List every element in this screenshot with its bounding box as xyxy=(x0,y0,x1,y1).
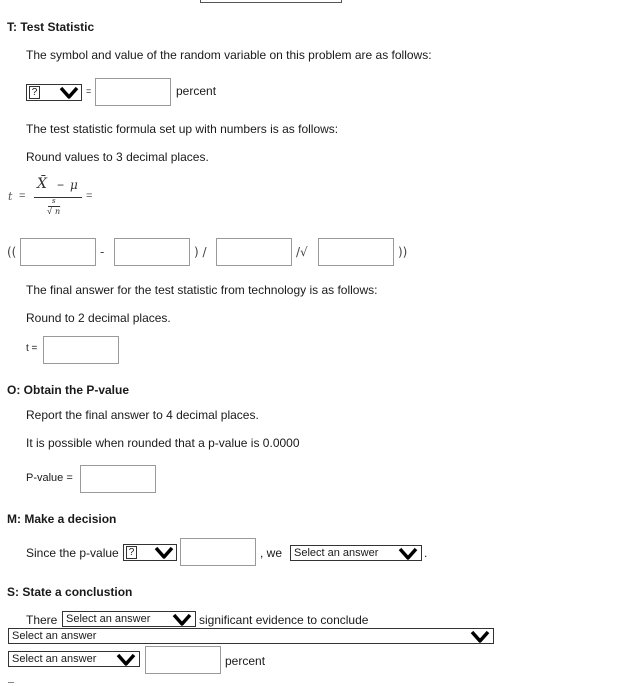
setup-open-parens: (( xyxy=(7,245,17,259)
chevron-down-icon xyxy=(398,547,418,560)
setup-divide-sqrt: /√ xyxy=(296,245,308,259)
top-clipped-dropdown[interactable] xyxy=(200,0,342,3)
we-text: , we xyxy=(260,546,283,560)
pvalue-zero-note: It is possible when rounded that a p-value is 0.0000 xyxy=(26,436,300,450)
m-section-heading: M: Make a decision xyxy=(7,512,117,526)
s-section-heading: S: State a conclustion xyxy=(7,585,133,599)
comparison-select-value: ? xyxy=(126,546,137,559)
formula-equals-right: = xyxy=(86,190,93,202)
symbol-select[interactable] xyxy=(26,84,82,101)
conclusion-select-value: Select an answer xyxy=(12,630,97,642)
bottom-clipped-edge xyxy=(8,682,14,683)
round-three-note: Round values to 3 decimal places. xyxy=(26,150,209,164)
conclusion-unit-label: percent xyxy=(225,654,266,668)
evidence-select[interactable] xyxy=(62,611,196,627)
formula-t-symbol: t xyxy=(8,190,13,203)
formula-equals-left: = xyxy=(19,190,26,202)
conclusion-select-wide[interactable] xyxy=(8,628,494,644)
round-four-note: Report the final answer to 4 decimal places. xyxy=(26,408,259,422)
test-statistic-formula xyxy=(6,172,106,228)
setup-close-parens: )) xyxy=(398,245,408,259)
chevron-down-icon xyxy=(470,630,490,643)
formula-s: s xyxy=(52,197,56,205)
since-pvalue-text: Since the p-value xyxy=(26,546,119,560)
random-variable-value-input[interactable] xyxy=(95,78,171,106)
chevron-down-icon xyxy=(172,613,192,626)
pvalue-input[interactable] xyxy=(80,465,156,493)
there-text: There xyxy=(26,613,58,627)
final-answer-intro: The final answer for the test statistic from technology is as follows: xyxy=(26,283,378,297)
formula-fraction-bar xyxy=(34,197,82,198)
formula-intro: The test statistic formula set up with numbers is as follows: xyxy=(26,122,339,136)
evidence-select-value: Select an answer xyxy=(66,613,151,625)
parameter-select[interactable] xyxy=(8,651,140,667)
chevron-down-icon xyxy=(116,653,136,666)
value-unit-label: percent xyxy=(176,84,217,98)
t-section-intro: The symbol and value of the random variable on this problem are as follows: xyxy=(26,48,432,62)
setup-close-divide: ) / xyxy=(194,245,207,259)
setup-minus: - xyxy=(100,245,105,259)
formula-xbar: X̄ xyxy=(37,176,47,192)
symbol-select-value: ? xyxy=(29,86,40,99)
t-value-input[interactable] xyxy=(43,336,119,364)
comparison-select[interactable] xyxy=(123,544,177,561)
pvalue-label: P-value = xyxy=(26,472,73,484)
formula-mu: μ xyxy=(70,178,78,192)
round-two-note: Round to 2 decimal places. xyxy=(26,311,171,325)
equals-sign: = xyxy=(86,86,92,96)
sample-size-input[interactable] xyxy=(318,238,394,266)
decision-period: . xyxy=(424,546,428,560)
t-section-heading: T: Test Statistic xyxy=(7,20,95,34)
t-value-label: t = xyxy=(26,343,38,354)
alpha-input[interactable] xyxy=(180,538,256,566)
evidence-text: significant evidence to conclude xyxy=(199,613,369,627)
std-dev-input[interactable] xyxy=(216,238,292,266)
decision-select[interactable] xyxy=(290,545,422,561)
formula-n: n xyxy=(55,207,61,216)
sample-mean-input[interactable] xyxy=(20,238,96,266)
population-mean-input[interactable] xyxy=(114,238,190,266)
decision-select-value: Select an answer xyxy=(294,547,379,559)
chevron-down-icon xyxy=(154,546,174,559)
formula-minus: − xyxy=(57,178,65,192)
parameter-select-value: Select an answer xyxy=(12,653,97,665)
chevron-down-icon xyxy=(59,86,79,99)
o-section-heading: O: Obtain the P-value xyxy=(7,383,130,397)
formula-sqrt: √ xyxy=(47,206,52,216)
conclusion-value-input[interactable] xyxy=(145,646,221,674)
